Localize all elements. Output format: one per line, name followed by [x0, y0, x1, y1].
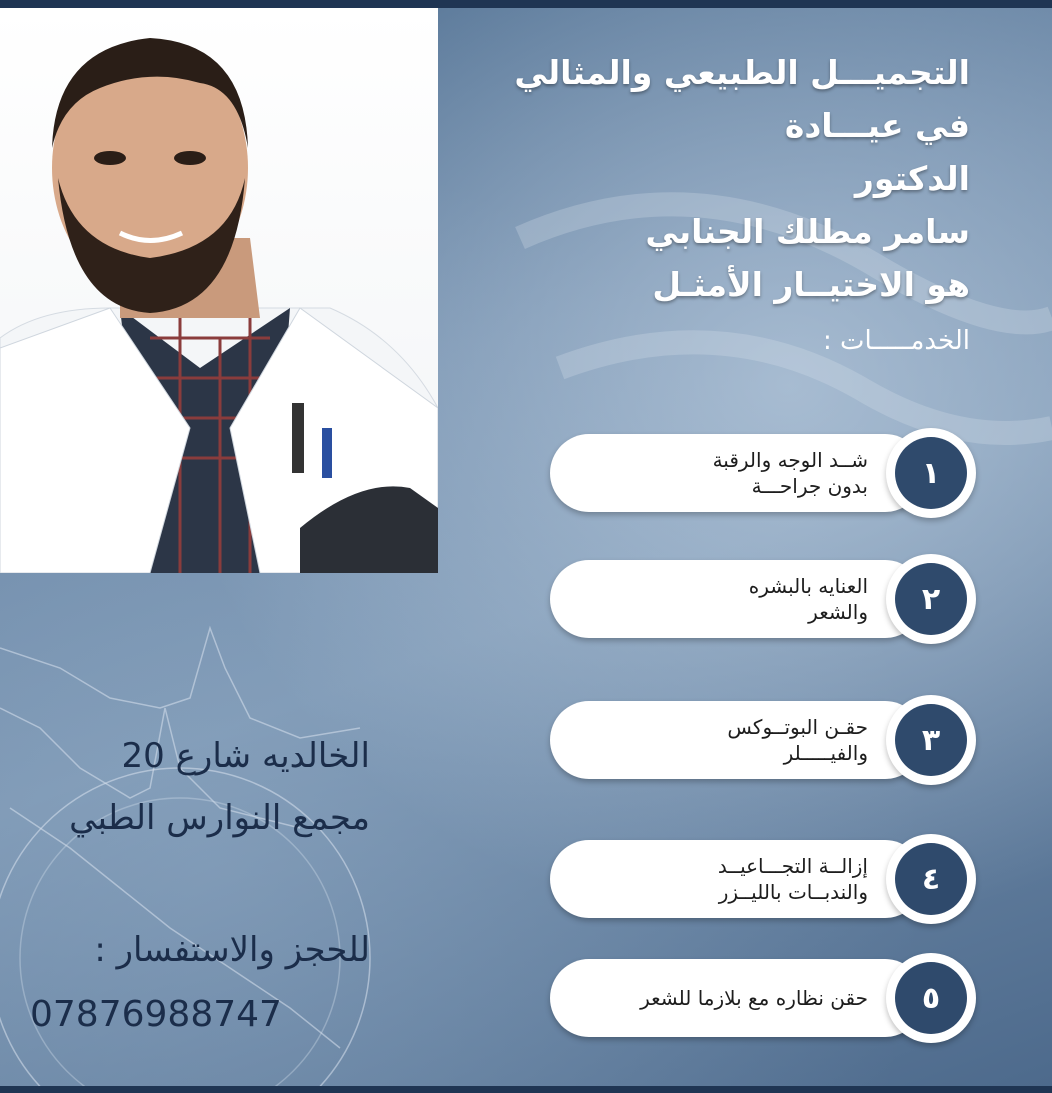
service-number: ٥ — [895, 962, 967, 1034]
doctor-name: سامر مطلك الجنابي — [645, 212, 970, 251]
service-number: ٤ — [895, 843, 967, 915]
service-number: ٣ — [895, 704, 967, 776]
headline — [410, 46, 970, 311]
service-number: ١ — [895, 437, 967, 509]
service-text — [749, 573, 868, 625]
service-line: بدون جراحـــة — [751, 474, 868, 498]
headline-line: هو الاختيــار الأمثـل — [652, 265, 970, 304]
service-item — [550, 428, 976, 518]
service-text — [640, 985, 868, 1011]
address-text: الخالديه شارع 20 — [121, 736, 370, 776]
service-line: والندبــات بالليــزر — [718, 880, 868, 904]
service-number: ٢ — [895, 563, 967, 635]
service-item — [550, 554, 976, 644]
service-item — [550, 953, 976, 1043]
doctor-photo — [0, 8, 438, 573]
service-number-badge — [886, 554, 976, 644]
service-item — [550, 834, 976, 924]
headline-line: الدكتور — [854, 159, 970, 198]
service-text — [727, 714, 868, 766]
services-heading: الخدمـــــات : — [822, 326, 970, 356]
service-number-badge — [886, 834, 976, 924]
headline-line: في عيـــادة — [784, 106, 970, 145]
poster — [0, 8, 1052, 1086]
service-line: العنايه بالبشره — [748, 574, 868, 598]
service-line: والشعر — [808, 600, 868, 624]
service-line: شــد الوجه والرقبة — [712, 448, 868, 472]
clinic-name: مجمع النوارس الطبي — [69, 798, 370, 838]
service-line: إزالــة التجـــاعيــد — [717, 854, 868, 878]
service-text — [718, 853, 868, 905]
service-line: والفيـــــلر — [783, 741, 868, 765]
phone-number: 07876988747 — [30, 994, 282, 1035]
service-item — [550, 695, 976, 785]
service-number-badge — [886, 953, 976, 1043]
service-text — [713, 447, 868, 499]
service-number-badge — [886, 428, 976, 518]
service-line: حقن نظاره مع بلازما للشعر — [640, 986, 868, 1010]
service-number-badge — [886, 695, 976, 785]
booking-label: للحجز والاستفسار : — [94, 930, 370, 970]
service-line: حقـن البوتــوكس — [727, 715, 868, 739]
headline-line: التجميـــل الطبيعي والمثالي — [514, 53, 970, 92]
